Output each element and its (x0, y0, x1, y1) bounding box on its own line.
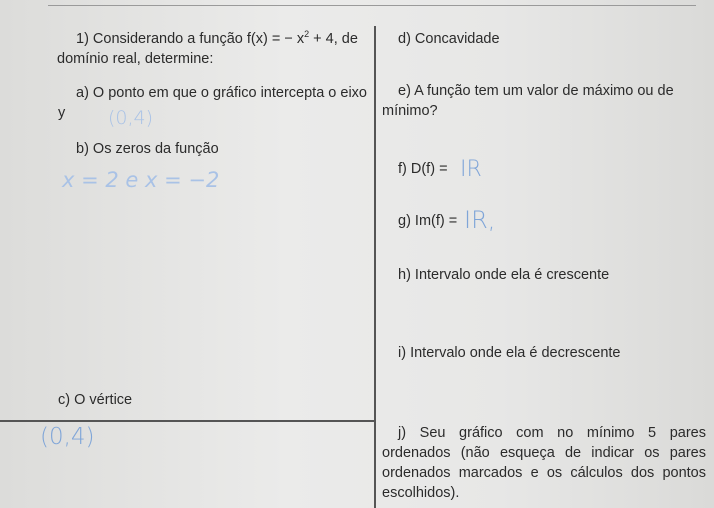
item-j-line2: ordenados (não esqueça de indicar os pares (382, 445, 706, 461)
item-j-line3: ordenados marcados e os cálculos dos pontos (382, 465, 706, 481)
column-divider (374, 26, 376, 508)
intro-text-a: 1) Considerando a função f(x) = − x (76, 31, 305, 47)
item-b-handwritten-answer: x = 2 e x = −2 (62, 168, 220, 192)
item-g-label: g) Im(f) = (398, 213, 458, 229)
item-c-handwritten-answer: (0,4) (40, 424, 95, 450)
item-e-label-cont: mínimo? (382, 103, 438, 119)
item-e-label: e) A função tem um valor de máximo ou de (398, 83, 674, 99)
item-a-handwritten-answer: (0,4) (108, 107, 154, 129)
item-j-line4: escolhidos). (382, 485, 460, 501)
intro-text-b: + 4, de (309, 31, 358, 47)
item-h-label: h) Intervalo onde ela é crescente (398, 267, 610, 283)
question-intro-line2: domínio real, determine: (57, 51, 214, 67)
row-divider (0, 420, 374, 422)
top-rule (48, 5, 696, 6)
exponent: 2 (304, 29, 310, 40)
item-f-label: f) D(f) = (398, 161, 448, 177)
question-intro-line1 (76, 30, 358, 48)
item-i-label: i) Intervalo onde ela é decrescente (398, 345, 621, 361)
item-d-label: d) Concavidade (398, 31, 500, 47)
item-f-handwritten-answer: IR (460, 157, 482, 182)
item-a-label: a) O ponto em que o gráfico intercepta o eixo (76, 85, 367, 101)
item-j-line1: j) Seu gráfico com no mínimo 5 pares (398, 425, 706, 441)
item-g-handwritten-answer: IR, (464, 206, 496, 234)
item-a-label-cont: y (58, 105, 66, 121)
item-c-label: c) O vértice (58, 392, 133, 408)
item-b-label: b) Os zeros da função (76, 141, 219, 157)
